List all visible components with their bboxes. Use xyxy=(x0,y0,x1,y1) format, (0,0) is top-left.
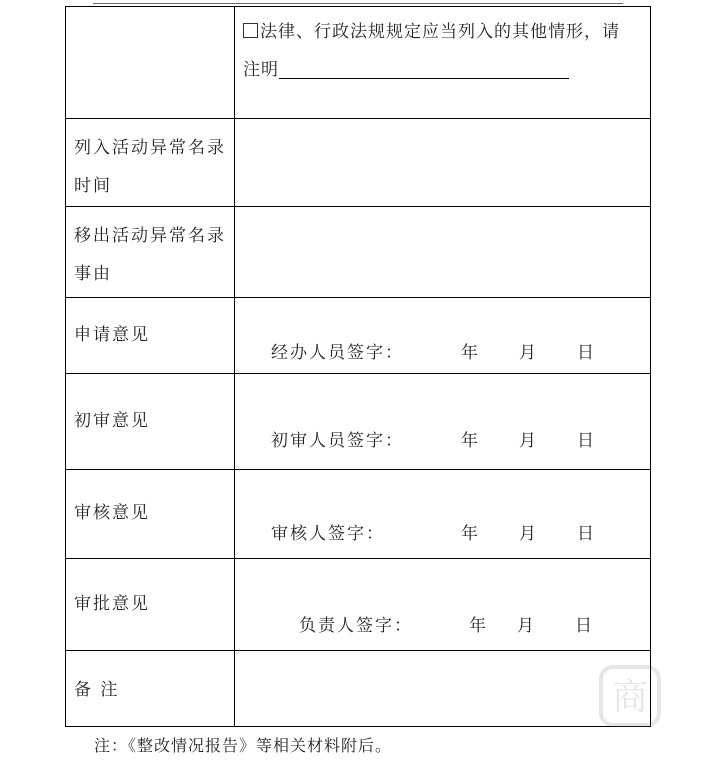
other-circumstance-text: 法律、行政法规规定应当列入的其他情形，请 xyxy=(260,22,620,42)
month-label: 月 xyxy=(519,431,538,451)
preliminary-reviewer-signature-label: 初审人员签字： xyxy=(271,431,404,451)
day-label: 日 xyxy=(577,431,596,451)
application-opinion-label: 申请意见 xyxy=(74,325,150,345)
approval-opinion-label: 审批意见 xyxy=(74,594,150,614)
preliminary-opinion-cell[interactable] xyxy=(235,374,651,470)
application-opinion-label-cell xyxy=(66,298,235,374)
removal-reason-label xyxy=(66,207,234,293)
removal-reason-label-cell xyxy=(66,207,235,298)
top-rule xyxy=(93,0,623,4)
listing-time-label-line2: 时间 xyxy=(74,176,112,196)
form-row-remarks xyxy=(66,651,651,727)
other-circumstance-cell xyxy=(235,7,651,119)
review-opinion-label-cell xyxy=(66,470,235,559)
checkbox-icon[interactable] xyxy=(243,23,258,38)
month-label: 月 xyxy=(517,616,536,636)
day-label: 日 xyxy=(577,524,596,544)
year-label: 年 xyxy=(461,524,480,544)
form-row-approval-opinion xyxy=(66,559,651,651)
review-signature-line xyxy=(271,519,596,544)
year-label: 年 xyxy=(469,616,488,636)
removal-reason-value-cell[interactable] xyxy=(235,207,651,298)
listing-time-label xyxy=(66,119,234,205)
form-row-listing-time xyxy=(66,119,651,207)
year-label: 年 xyxy=(461,431,480,451)
preliminary-opinion-label: 初审意见 xyxy=(74,411,150,431)
review-opinion-cell[interactable] xyxy=(235,470,651,559)
other-circumstance-option xyxy=(235,7,650,89)
footnote: 注：《整改情况报告》等相关材料附后。 xyxy=(94,736,393,755)
listing-time-value-cell[interactable] xyxy=(235,119,651,207)
year-label: 年 xyxy=(461,343,480,363)
specify-label: 注明 xyxy=(243,60,279,80)
application-opinion-cell[interactable] xyxy=(235,298,651,374)
day-label: 日 xyxy=(577,343,596,363)
day-label: 日 xyxy=(575,616,594,636)
preliminary-opinion-label-cell xyxy=(66,374,235,470)
seal-watermark-icon xyxy=(598,664,662,728)
approval-opinion-label-cell xyxy=(66,559,235,651)
removal-reason-label-line2: 事由 xyxy=(74,264,112,284)
empty-label-cell xyxy=(66,7,235,119)
handler-signature-label: 经办人员签字： xyxy=(271,343,404,363)
remarks-label: 备 注 xyxy=(74,680,120,700)
form-row-application-opinion xyxy=(66,298,651,374)
reviewer-signature-label: 审核人签字： xyxy=(271,524,385,544)
specify-blank-line[interactable] xyxy=(279,58,569,79)
remarks-value-cell[interactable] xyxy=(235,651,651,727)
form-row-preliminary-opinion xyxy=(66,374,651,470)
form-row-review-opinion xyxy=(66,470,651,559)
approval-opinion-cell[interactable] xyxy=(235,559,651,651)
month-label: 月 xyxy=(519,343,538,363)
form-row-removal-reason xyxy=(66,207,651,298)
removal-reason-label-line1: 移出活动异常名录 xyxy=(74,226,226,246)
application-signature-line xyxy=(271,338,596,363)
responsible-person-signature-label: 负责人签字： xyxy=(299,616,413,636)
registration-form-table xyxy=(65,6,651,727)
listing-time-label-cell xyxy=(66,119,235,207)
listing-time-label-line1: 列入活动异常名录 xyxy=(74,138,226,158)
remarks-label-cell xyxy=(66,651,235,727)
review-opinion-label: 审核意见 xyxy=(74,503,150,523)
preliminary-signature-line xyxy=(271,426,596,451)
month-label: 月 xyxy=(519,524,538,544)
seal-glyph: 商 xyxy=(611,677,649,718)
approval-signature-line xyxy=(299,611,594,636)
form-row-other-circumstance xyxy=(66,7,651,119)
